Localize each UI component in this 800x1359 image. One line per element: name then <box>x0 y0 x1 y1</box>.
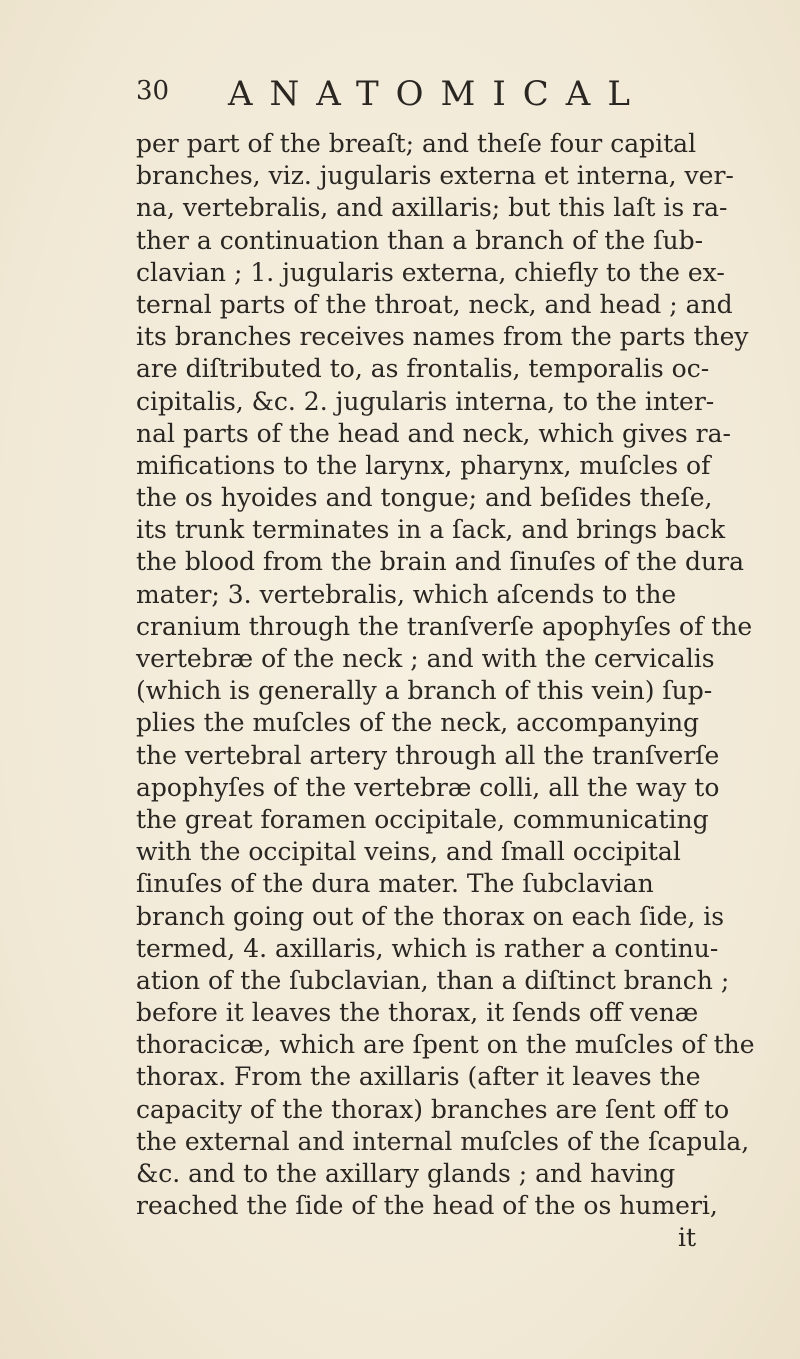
text-line: (which is generally a branch of this vein) ſup- <box>136 676 713 706</box>
text-line: its trunk terminates in a ſack, and brings back <box>136 515 726 545</box>
text-line: vertebræ of the neck ; and with the cervicalis <box>136 644 715 673</box>
text-line: na, vertebralis, and axillaris; but this laſt is ra- <box>136 193 728 223</box>
text-line: nal parts of the head and neck, which gives ra- <box>136 418 731 448</box>
text-line: thorax. From the axillaris (after it leaves the <box>136 1062 701 1092</box>
text-line: branches, viz. jugularis externa et interna, ver- <box>136 161 734 191</box>
text-line: with the occipital veins, and ſmall occipital <box>136 837 681 867</box>
running-title: ANATOMICAL <box>228 74 647 114</box>
text-line: the os hyoides and tongue; and beſides theſe, <box>136 483 713 513</box>
text-line: clavian ; 1. jugularis externa, chiefly to the ex- <box>136 257 725 287</box>
text-line: the blood from the brain and ſinuſes of the dura <box>136 547 744 577</box>
text-line: ation of the ſubclavian, than a diſtinct branch ; <box>136 965 730 995</box>
text-line: the external and internal muſcles of the ſcapula, <box>136 1126 750 1156</box>
text-line: per part of the breaſt; and theſe four capital <box>136 129 697 158</box>
text-line: &c. and to the axillary glands ; and having <box>136 1159 676 1188</box>
text-line: ther a continuation than a branch of the ſub- <box>136 225 704 255</box>
text-line: apophyſes of the vertebræ colli, all the way to <box>136 772 720 802</box>
text-line: mater; 3. vertebralis, which aſcends to the <box>136 579 677 609</box>
text-line: thoracicæ, which are ſpent on the muſcles of the <box>136 1030 755 1060</box>
text-line: capacity of the thorax) branches are ſent off to <box>136 1094 730 1124</box>
text-line: cipitalis, &c. 2. jugularis interna, to the inter- <box>136 386 715 416</box>
page-number: 30 <box>136 76 170 106</box>
text-line: ſinuſes of the dura mater. The ſubclavian <box>136 869 654 899</box>
text-line: mifications to the larynx, pharynx, muſcles of <box>136 450 711 480</box>
text-line: branch going out of the thorax on each ſide, is <box>136 901 725 931</box>
text-line: before it leaves the thorax, it ſends off venæ <box>136 998 699 1028</box>
text-line: ternal parts of the throat, neck, and head ; and <box>136 289 733 319</box>
page-header <box>136 72 656 112</box>
text-line: the vertebral artery through all the tranſverſe <box>136 740 720 770</box>
text-line: its branches receives names from the parts they <box>136 322 749 352</box>
text-line: are diſtributed to, as frontalis, temporalis oc- <box>136 354 710 384</box>
text-line: reached the ſide of the head of the os humeri, <box>136 1191 718 1221</box>
text-line: cranium through the tranſverſe apophyſes of the <box>136 611 753 641</box>
catchword: it <box>677 1223 696 1253</box>
text-line: plies the muſcles of the neck, accompanying <box>136 708 700 738</box>
text-line: termed, 4. axillaris, which is rather a continu- <box>136 933 719 963</box>
body-text <box>136 128 755 1255</box>
text-line: the great foramen occipitale, communicating <box>136 804 709 834</box>
catchword-line <box>136 1222 696 1254</box>
